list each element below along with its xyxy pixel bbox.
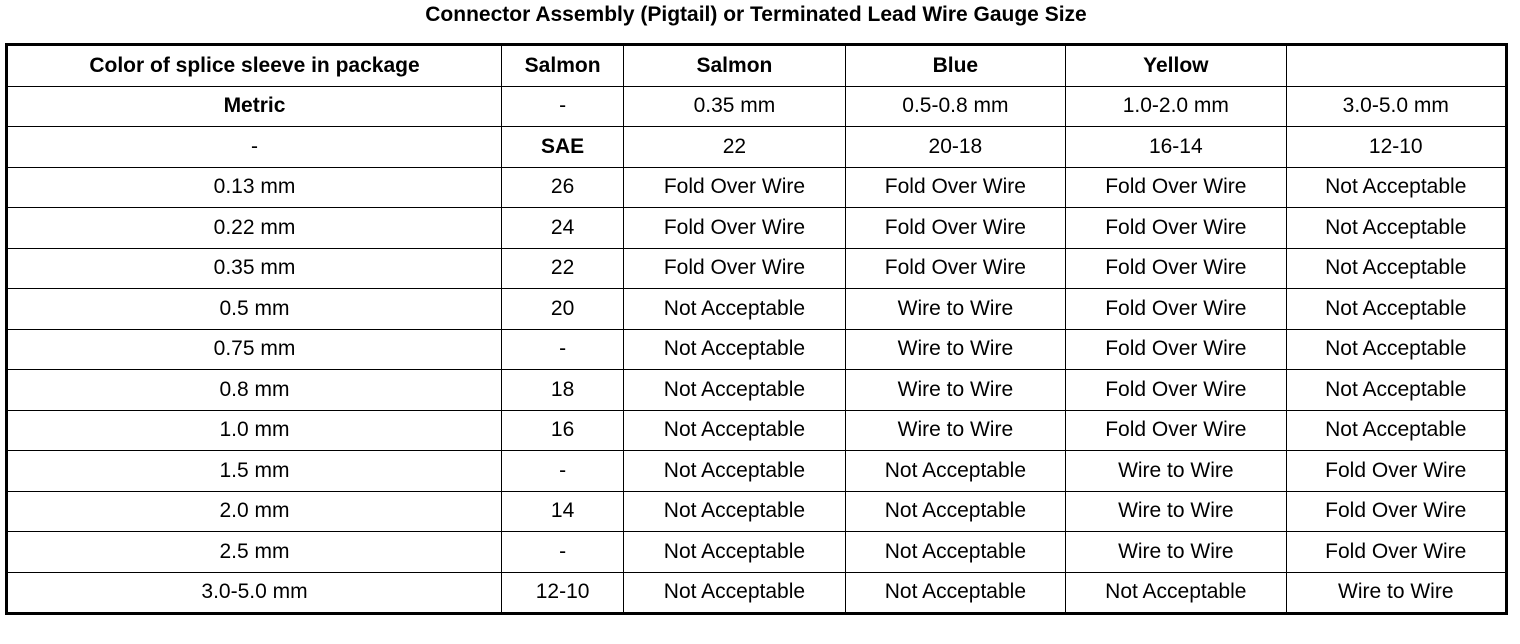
sae-gauge-cell: 20 xyxy=(501,289,623,330)
splice-method-cell: Fold Over Wire xyxy=(624,208,845,249)
splice-method-cell: Not Acceptable xyxy=(624,289,845,330)
splice-method-cell: Wire to Wire xyxy=(1066,491,1286,532)
header-cell: 16-14 xyxy=(1066,127,1286,168)
splice-method-cell: Fold Over Wire xyxy=(624,248,845,289)
splice-method-cell: Fold Over Wire xyxy=(845,248,1065,289)
splice-method-cell: Fold Over Wire xyxy=(624,167,845,208)
splice-method-cell: Not Acceptable xyxy=(1286,370,1506,411)
table-row xyxy=(7,491,1507,532)
sae-gauge-cell: - xyxy=(501,532,623,573)
splice-method-cell: Not Acceptable xyxy=(1066,572,1286,614)
splice-method-cell: Fold Over Wire xyxy=(845,208,1065,249)
splice-method-cell: Wire to Wire xyxy=(845,410,1065,451)
splice-method-cell: Fold Over Wire xyxy=(1286,451,1506,492)
splice-method-cell: Not Acceptable xyxy=(1286,248,1506,289)
splice-method-cell: Not Acceptable xyxy=(845,451,1065,492)
metric-size-cell: 0.75 mm xyxy=(7,329,502,370)
splice-method-cell: Not Acceptable xyxy=(1286,289,1506,330)
sae-gauge-cell: 16 xyxy=(501,410,623,451)
splice-method-cell: Fold Over Wire xyxy=(1066,329,1286,370)
table-row xyxy=(7,167,1507,208)
sae-gauge-cell: 26 xyxy=(501,167,623,208)
splice-method-cell: Wire to Wire xyxy=(845,370,1065,411)
table-row xyxy=(7,370,1507,411)
splice-method-cell: Fold Over Wire xyxy=(1286,491,1506,532)
metric-size-cell: 0.35 mm xyxy=(7,248,502,289)
header-cell: Blue xyxy=(845,45,1065,87)
header-cell: 0.35 mm xyxy=(624,86,845,127)
sae-gauge-cell: - xyxy=(501,329,623,370)
metric-size-cell: 0.5 mm xyxy=(7,289,502,330)
header-cell: 12-10 xyxy=(1286,127,1506,168)
splice-method-cell: Fold Over Wire xyxy=(1066,289,1286,330)
header-cell: Yellow xyxy=(1066,45,1286,87)
splice-method-cell: Wire to Wire xyxy=(1066,451,1286,492)
metric-size-cell: 3.0-5.0 mm xyxy=(7,572,502,614)
header-cell: 0.5-0.8 mm xyxy=(845,86,1065,127)
splice-method-cell: Not Acceptable xyxy=(1286,208,1506,249)
header-cell: Salmon xyxy=(501,45,623,87)
table-row xyxy=(7,410,1507,451)
splice-method-cell: Not Acceptable xyxy=(624,532,845,573)
table-row xyxy=(7,532,1507,573)
table-row xyxy=(7,451,1507,492)
splice-method-cell: Wire to Wire xyxy=(1066,532,1286,573)
header-cell: 22 xyxy=(624,127,845,168)
metric-size-cell: 1.5 mm xyxy=(7,451,502,492)
header-cell: - xyxy=(7,127,502,168)
metric-size-cell: 2.0 mm xyxy=(7,491,502,532)
header-cell: 20-18 xyxy=(845,127,1065,168)
sae-gauge-cell: - xyxy=(501,451,623,492)
splice-method-cell: Wire to Wire xyxy=(1286,572,1506,614)
sae-gauge-cell: 14 xyxy=(501,491,623,532)
sae-gauge-cell: 24 xyxy=(501,208,623,249)
header-cell: - xyxy=(501,86,623,127)
header-cell: 1.0-2.0 mm xyxy=(1066,86,1286,127)
splice-method-cell: Fold Over Wire xyxy=(1066,167,1286,208)
sae-gauge-cell: 12-10 xyxy=(501,572,623,614)
splice-method-cell: Not Acceptable xyxy=(845,491,1065,532)
splice-method-cell: Not Acceptable xyxy=(1286,329,1506,370)
table-title: Connector Assembly (Pigtail) or Terminated Lead Wire Gauge Size xyxy=(425,3,1087,26)
table-row xyxy=(7,289,1507,330)
table-row xyxy=(7,248,1507,289)
splice-method-cell: Not Acceptable xyxy=(624,370,845,411)
metric-size-cell: 0.22 mm xyxy=(7,208,502,249)
splice-method-cell: Fold Over Wire xyxy=(1066,248,1286,289)
splice-method-cell: Wire to Wire xyxy=(845,329,1065,370)
splice-method-cell: Not Acceptable xyxy=(624,491,845,532)
table-row xyxy=(7,572,1507,614)
splice-method-cell: Not Acceptable xyxy=(624,451,845,492)
header-row xyxy=(7,127,1507,168)
splice-method-cell: Fold Over Wire xyxy=(845,167,1065,208)
metric-size-cell: 1.0 mm xyxy=(7,410,502,451)
wire-gauge-table xyxy=(5,43,1508,615)
metric-size-cell: 0.8 mm xyxy=(7,370,502,411)
splice-method-cell: Fold Over Wire xyxy=(1066,410,1286,451)
header-row xyxy=(7,86,1507,127)
header-cell: 3.0-5.0 mm xyxy=(1286,86,1506,127)
splice-method-cell: Fold Over Wire xyxy=(1066,370,1286,411)
header-row xyxy=(7,45,1507,87)
splice-method-cell: Fold Over Wire xyxy=(1066,208,1286,249)
splice-method-cell: Fold Over Wire xyxy=(1286,532,1506,573)
splice-method-cell: Not Acceptable xyxy=(845,572,1065,614)
table-row xyxy=(7,208,1507,249)
header-cell: Metric xyxy=(7,86,502,127)
sae-gauge-cell: 22 xyxy=(501,248,623,289)
header-cell: Color of splice sleeve in package xyxy=(7,45,502,87)
sae-gauge-cell: 18 xyxy=(501,370,623,411)
splice-method-cell: Wire to Wire xyxy=(845,289,1065,330)
table-body xyxy=(7,45,1507,614)
splice-method-cell: Not Acceptable xyxy=(624,572,845,614)
table-row xyxy=(7,329,1507,370)
metric-size-cell: 0.13 mm xyxy=(7,167,502,208)
metric-size-cell: 2.5 mm xyxy=(7,532,502,573)
header-cell: SAE xyxy=(501,127,623,168)
header-cell: Salmon xyxy=(624,45,845,87)
splice-method-cell: Not Acceptable xyxy=(845,532,1065,573)
splice-method-cell: Not Acceptable xyxy=(1286,410,1506,451)
header-cell xyxy=(1286,45,1506,87)
splice-method-cell: Not Acceptable xyxy=(624,329,845,370)
splice-method-cell: Not Acceptable xyxy=(1286,167,1506,208)
splice-method-cell: Not Acceptable xyxy=(624,410,845,451)
